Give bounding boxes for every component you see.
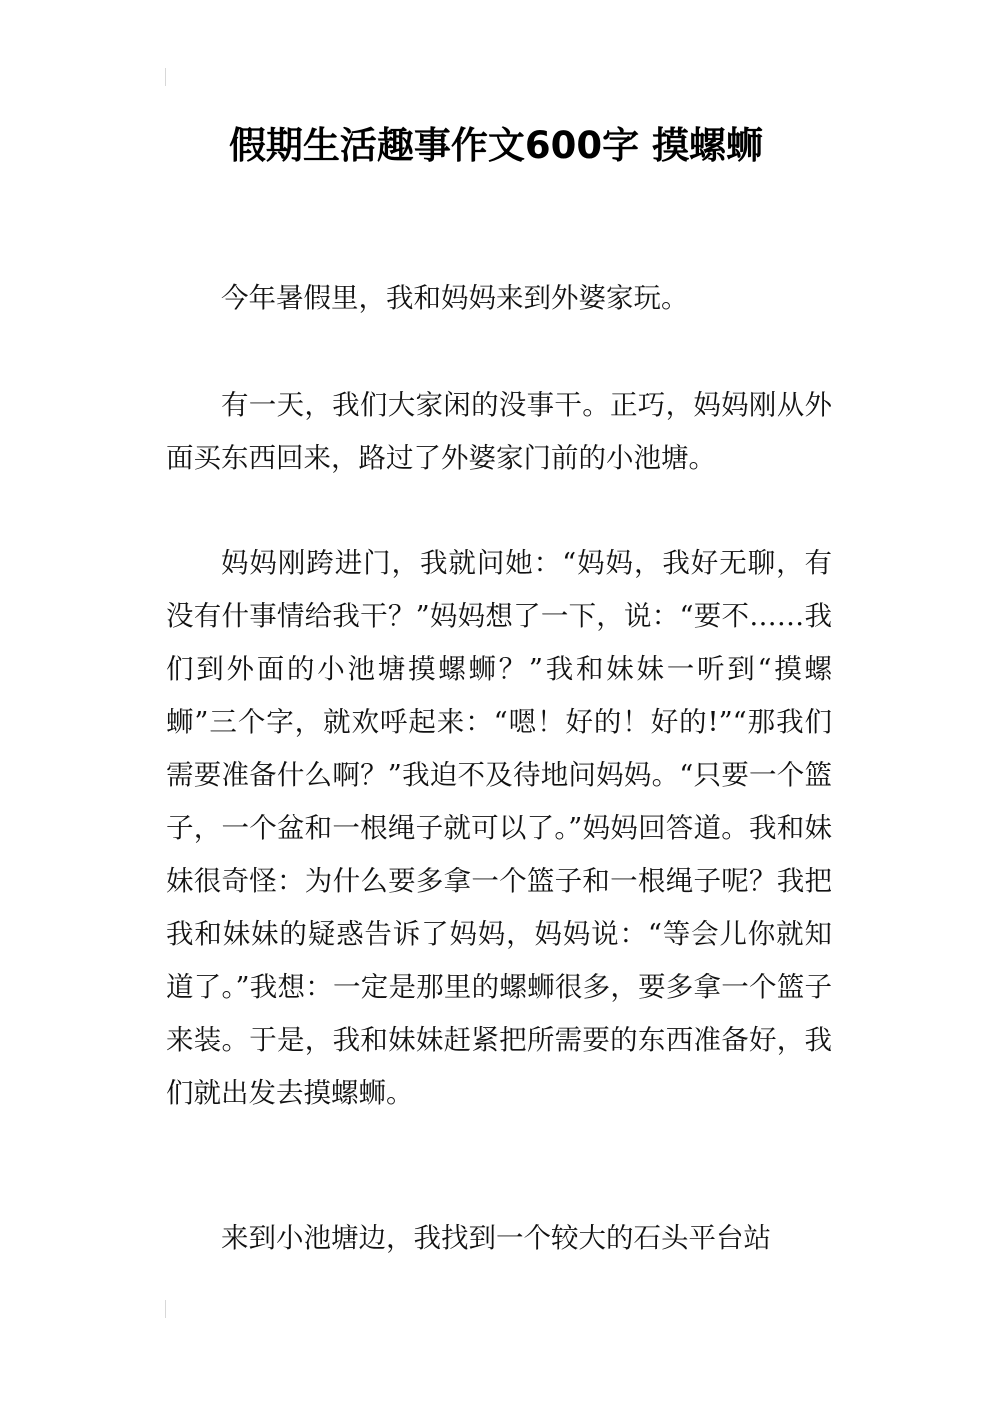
document-title: 假期生活趣事作文600字 摸螺蛳 bbox=[228, 124, 764, 167]
paragraph-3: 妈妈刚跨进门，我就问她：“妈妈，我好无聊，有没有什事情给我干？”妈妈想了一下，说：“要不……我们到外面的小池塘摸螺蛳？”我和妹妹一听到“摸螺蛳”三个字，就欢呼起来：“嗯！好的！好的!”“那我们需要准备什么啊？”我迫不及待地问妈妈。“只要一个篮子，一个盆和一根绳子就可以了。”妈妈回答道。我和妹妹很奇怪：为什么要多拿一个篮子和一根绳子呢？我把我和妹妹的疑惑告诉了妈妈，妈妈说：“等会儿你就知道了。”我想：一定是那里的螺蛳很多，要多拿一个篮子来装。于是，我和妹妹赶紧把所需要的东西准备好，我们就出发去摸螺蛳。 bbox=[166, 547, 832, 1109]
paragraph-4: 来到小池塘边，我找到一个较大的石头平台站 bbox=[221, 1222, 771, 1254]
paragraph-1: 今年暑假里，我和妈妈来到外婆家玩。 bbox=[221, 282, 689, 314]
margin-mark-top bbox=[165, 68, 166, 86]
paragraph-2: 有一天，我们大家闲的没事干。正巧，妈妈刚从外面买东西回来，路过了外婆家门前的小池塘。 bbox=[166, 389, 832, 474]
margin-mark-bottom bbox=[165, 1300, 166, 1318]
